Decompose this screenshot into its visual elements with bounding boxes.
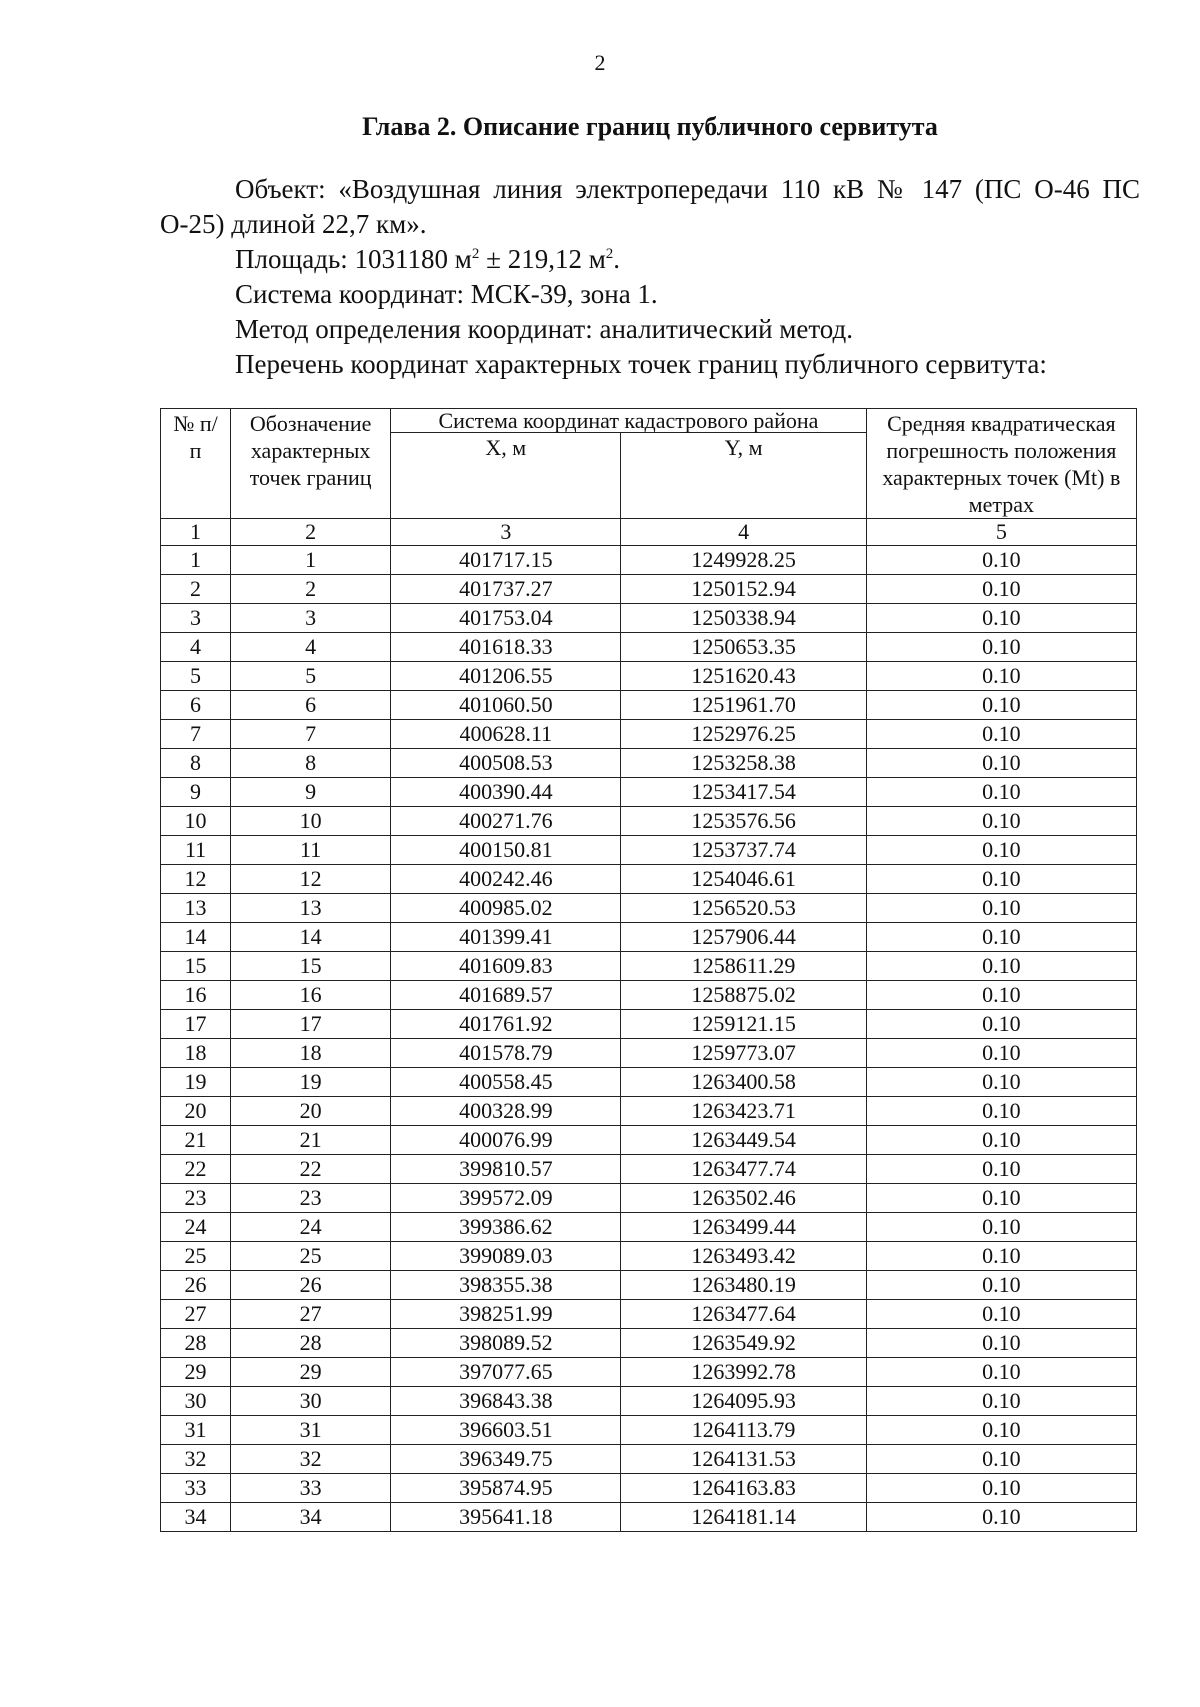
header-y: Y, м [621,433,866,519]
cell-point: 15 [231,952,391,981]
table-row [161,1068,1137,1097]
cell-x: 399810.57 [391,1155,621,1184]
cell-num: 3 [161,604,231,633]
cell-num: 18 [161,1039,231,1068]
cell-point: 4 [231,633,391,662]
header-x: X, м [391,433,621,519]
table-row [161,546,1137,575]
cell-num: 32 [161,1445,231,1474]
cell-error: 0.10 [866,1126,1136,1155]
cell-x: 401206.55 [391,662,621,691]
table-row [161,691,1137,720]
cell-point: 25 [231,1242,391,1271]
cell-error: 0.10 [866,1010,1136,1039]
cell-point: 14 [231,923,391,952]
cell-y: 1250653.35 [621,633,866,662]
cell-x: 401737.27 [391,575,621,604]
cell-error: 0.10 [866,662,1136,691]
cell-num: 25 [161,1242,231,1271]
cell-point: 9 [231,778,391,807]
table-row [161,720,1137,749]
table-row [161,1039,1137,1068]
cell-y: 1253258.38 [621,749,866,778]
table-row [161,836,1137,865]
cell-num: 15 [161,952,231,981]
cell-error: 0.10 [866,1445,1136,1474]
table-row [161,923,1137,952]
table-row [161,575,1137,604]
cell-x: 400150.81 [391,836,621,865]
cell-y: 1253737.74 [621,836,866,865]
cell-error: 0.10 [866,1242,1136,1271]
cell-error: 0.10 [866,546,1136,575]
cell-y: 1253576.56 [621,807,866,836]
list-caption: Перечень координат характерных точек границ публичного сервитута: [235,349,1047,379]
area-label: Площадь: 1031180 м [235,244,472,274]
cell-point: 6 [231,691,391,720]
cell-y: 1264113.79 [621,1416,866,1445]
area-tolerance: ± 219,12 м [479,244,606,274]
cell-y: 1252976.25 [621,720,866,749]
cell-num: 12 [161,865,231,894]
table-row [161,1358,1137,1387]
table-row [161,1416,1137,1445]
cell-error: 0.10 [866,633,1136,662]
table-row [161,1184,1137,1213]
cell-point: 7 [231,720,391,749]
cell-x: 396603.51 [391,1416,621,1445]
cell-error: 0.10 [866,604,1136,633]
cell-num: 22 [161,1155,231,1184]
cell-point: 18 [231,1039,391,1068]
cell-y: 1263423.71 [621,1097,866,1126]
cell-y: 1258875.02 [621,981,866,1010]
cell-error: 0.10 [866,1184,1136,1213]
column-number: 2 [231,519,391,546]
table-row [161,1387,1137,1416]
cell-x: 401618.33 [391,633,621,662]
cell-num: 23 [161,1184,231,1213]
cell-num: 26 [161,1271,231,1300]
table-row [161,1300,1137,1329]
cell-x: 401761.92 [391,1010,621,1039]
table-row [161,662,1137,691]
cell-y: 1256520.53 [621,894,866,923]
cell-error: 0.10 [866,1068,1136,1097]
cell-point: 13 [231,894,391,923]
cell-y: 1257906.44 [621,923,866,952]
cell-num: 13 [161,894,231,923]
cell-num: 31 [161,1416,231,1445]
cell-point: 16 [231,981,391,1010]
cell-point: 26 [231,1271,391,1300]
cell-num: 20 [161,1097,231,1126]
cell-y: 1253417.54 [621,778,866,807]
cell-x: 398089.52 [391,1329,621,1358]
cell-y: 1263502.46 [621,1184,866,1213]
area-tolerance-power: 2 [605,246,614,262]
cell-num: 19 [161,1068,231,1097]
cell-y: 1250338.94 [621,604,866,633]
cell-error: 0.10 [866,575,1136,604]
cell-point: 11 [231,836,391,865]
cell-error: 0.10 [866,836,1136,865]
area-unit-power: 2 [471,246,480,262]
cell-x: 399089.03 [391,1242,621,1271]
cell-num: 7 [161,720,231,749]
cell-point: 10 [231,807,391,836]
cell-y: 1263449.54 [621,1126,866,1155]
area-end: . [613,244,621,274]
cell-num: 30 [161,1387,231,1416]
cell-num: 27 [161,1300,231,1329]
cell-x: 398355.38 [391,1271,621,1300]
column-number: 4 [621,519,866,546]
cell-y: 1263477.74 [621,1155,866,1184]
cell-point: 34 [231,1503,391,1532]
cell-y: 1263992.78 [621,1358,866,1387]
cell-x: 398251.99 [391,1300,621,1329]
table-row [161,1097,1137,1126]
cell-x: 400558.45 [391,1068,621,1097]
cell-error: 0.10 [866,778,1136,807]
cell-y: 1264163.83 [621,1474,866,1503]
header-designation: Обозначение характерных точек границ [231,409,391,519]
cell-num: 24 [161,1213,231,1242]
cell-x: 400271.76 [391,807,621,836]
table-row [161,1445,1137,1474]
cell-error: 0.10 [866,1271,1136,1300]
column-number: 1 [161,519,231,546]
cell-error: 0.10 [866,1300,1136,1329]
table-row [161,1126,1137,1155]
cell-num: 6 [161,691,231,720]
table-row [161,1155,1137,1184]
cell-y: 1263477.64 [621,1300,866,1329]
cell-x: 401753.04 [391,604,621,633]
cell-y: 1249928.25 [621,546,866,575]
cell-num: 11 [161,836,231,865]
cell-error: 0.10 [866,691,1136,720]
cell-x: 400985.02 [391,894,621,923]
cell-point: 3 [231,604,391,633]
cell-y: 1251620.43 [621,662,866,691]
cell-error: 0.10 [866,894,1136,923]
table-row [161,1271,1137,1300]
cell-error: 0.10 [866,1213,1136,1242]
cell-point: 23 [231,1184,391,1213]
cell-x: 401609.83 [391,952,621,981]
cell-point: 30 [231,1387,391,1416]
cell-point: 32 [231,1445,391,1474]
cell-point: 19 [231,1068,391,1097]
cell-point: 22 [231,1155,391,1184]
cell-x: 401578.79 [391,1039,621,1068]
column-number: 5 [866,519,1136,546]
cell-error: 0.10 [866,981,1136,1010]
cell-num: 8 [161,749,231,778]
header-coord-system: Система координат кадастрового района [391,409,866,433]
table-row [161,981,1137,1010]
cell-error: 0.10 [866,1329,1136,1358]
header-num: № п/п [161,409,231,519]
cell-y: 1264095.93 [621,1387,866,1416]
area-line [160,242,1140,277]
cell-y: 1263493.42 [621,1242,866,1271]
cell-error: 0.10 [866,1387,1136,1416]
cell-error: 0.10 [866,865,1136,894]
cell-error: 0.10 [866,952,1136,981]
cell-error: 0.10 [866,1097,1136,1126]
cell-point: 28 [231,1329,391,1358]
cell-num: 14 [161,923,231,952]
cell-y: 1258611.29 [621,952,866,981]
cell-error: 0.10 [866,1474,1136,1503]
coord-system-line: Система координат: МСК-39, зона 1. [235,279,658,309]
cell-point: 20 [231,1097,391,1126]
cell-x: 397077.65 [391,1358,621,1387]
cell-x: 396349.75 [391,1445,621,1474]
cell-num: 17 [161,1010,231,1039]
cell-x: 395641.18 [391,1503,621,1532]
table-row [161,1213,1137,1242]
table-row [161,778,1137,807]
cell-y: 1263549.92 [621,1329,866,1358]
cell-num: 28 [161,1329,231,1358]
cell-point: 24 [231,1213,391,1242]
cell-x: 400076.99 [391,1126,621,1155]
cell-num: 5 [161,662,231,691]
cell-num: 33 [161,1474,231,1503]
table-row [161,865,1137,894]
cell-y: 1259121.15 [621,1010,866,1039]
table-row [161,894,1137,923]
cell-point: 21 [231,1126,391,1155]
cell-x: 399386.62 [391,1213,621,1242]
table-row [161,1242,1137,1271]
object-description: Объект: «Воздушная линия электропередачи 110 кВ № 147 (ПС О-46 ПС О-25) длиной 22,7 км». [160,174,1140,239]
cell-point: 5 [231,662,391,691]
cell-point: 8 [231,749,391,778]
cell-y: 1263480.19 [621,1271,866,1300]
cell-y: 1254046.61 [621,865,866,894]
header-error: Средняя квадратическая погрешность положения характерных точек (Mt) в метрах [866,409,1136,519]
table-row [161,1010,1137,1039]
table-row [161,807,1137,836]
table-row [161,604,1137,633]
cell-num: 16 [161,981,231,1010]
cell-error: 0.10 [866,1358,1136,1387]
page-number: 2 [594,50,606,75]
cell-error: 0.10 [866,923,1136,952]
table-row [161,1503,1137,1532]
cell-x: 401717.15 [391,546,621,575]
cell-error: 0.10 [866,1155,1136,1184]
cell-point: 1 [231,546,391,575]
cell-x: 401399.41 [391,923,621,952]
cell-y: 1264181.14 [621,1503,866,1532]
cell-y: 1251961.70 [621,691,866,720]
cell-error: 0.10 [866,720,1136,749]
coordinates-table [160,408,1137,1532]
cell-num: 1 [161,546,231,575]
cell-x: 399572.09 [391,1184,621,1213]
cell-x: 400242.46 [391,865,621,894]
cell-x: 400390.44 [391,778,621,807]
cell-point: 2 [231,575,391,604]
column-numbers-row [161,519,1137,546]
cell-point: 33 [231,1474,391,1503]
cell-point: 27 [231,1300,391,1329]
cell-error: 0.10 [866,749,1136,778]
cell-y: 1264131.53 [621,1445,866,1474]
cell-point: 29 [231,1358,391,1387]
table-body [161,546,1137,1532]
chapter-title: Глава 2. Описание границ публичного сервитута [362,112,938,141]
cell-x: 401689.57 [391,981,621,1010]
column-number: 3 [391,519,621,546]
cell-point: 17 [231,1010,391,1039]
cell-error: 0.10 [866,807,1136,836]
cell-x: 396843.38 [391,1387,621,1416]
cell-num: 34 [161,1503,231,1532]
table-row [161,1474,1137,1503]
cell-y: 1250152.94 [621,575,866,604]
table-row [161,633,1137,662]
cell-num: 2 [161,575,231,604]
cell-num: 29 [161,1358,231,1387]
cell-point: 31 [231,1416,391,1445]
cell-num: 9 [161,778,231,807]
table-row [161,749,1137,778]
cell-error: 0.10 [866,1039,1136,1068]
intro-block [160,172,1140,382]
cell-y: 1259773.07 [621,1039,866,1068]
cell-x: 400628.11 [391,720,621,749]
cell-x: 395874.95 [391,1474,621,1503]
cell-y: 1263499.44 [621,1213,866,1242]
method-line: Метод определения координат: аналитический метод. [235,314,854,344]
cell-error: 0.10 [866,1503,1136,1532]
cell-x: 400508.53 [391,749,621,778]
cell-x: 401060.50 [391,691,621,720]
cell-y: 1263400.58 [621,1068,866,1097]
cell-x: 400328.99 [391,1097,621,1126]
cell-point: 12 [231,865,391,894]
table-row [161,952,1137,981]
cell-num: 4 [161,633,231,662]
table-row [161,1329,1137,1358]
cell-error: 0.10 [866,1416,1136,1445]
cell-num: 10 [161,807,231,836]
cell-num: 21 [161,1126,231,1155]
